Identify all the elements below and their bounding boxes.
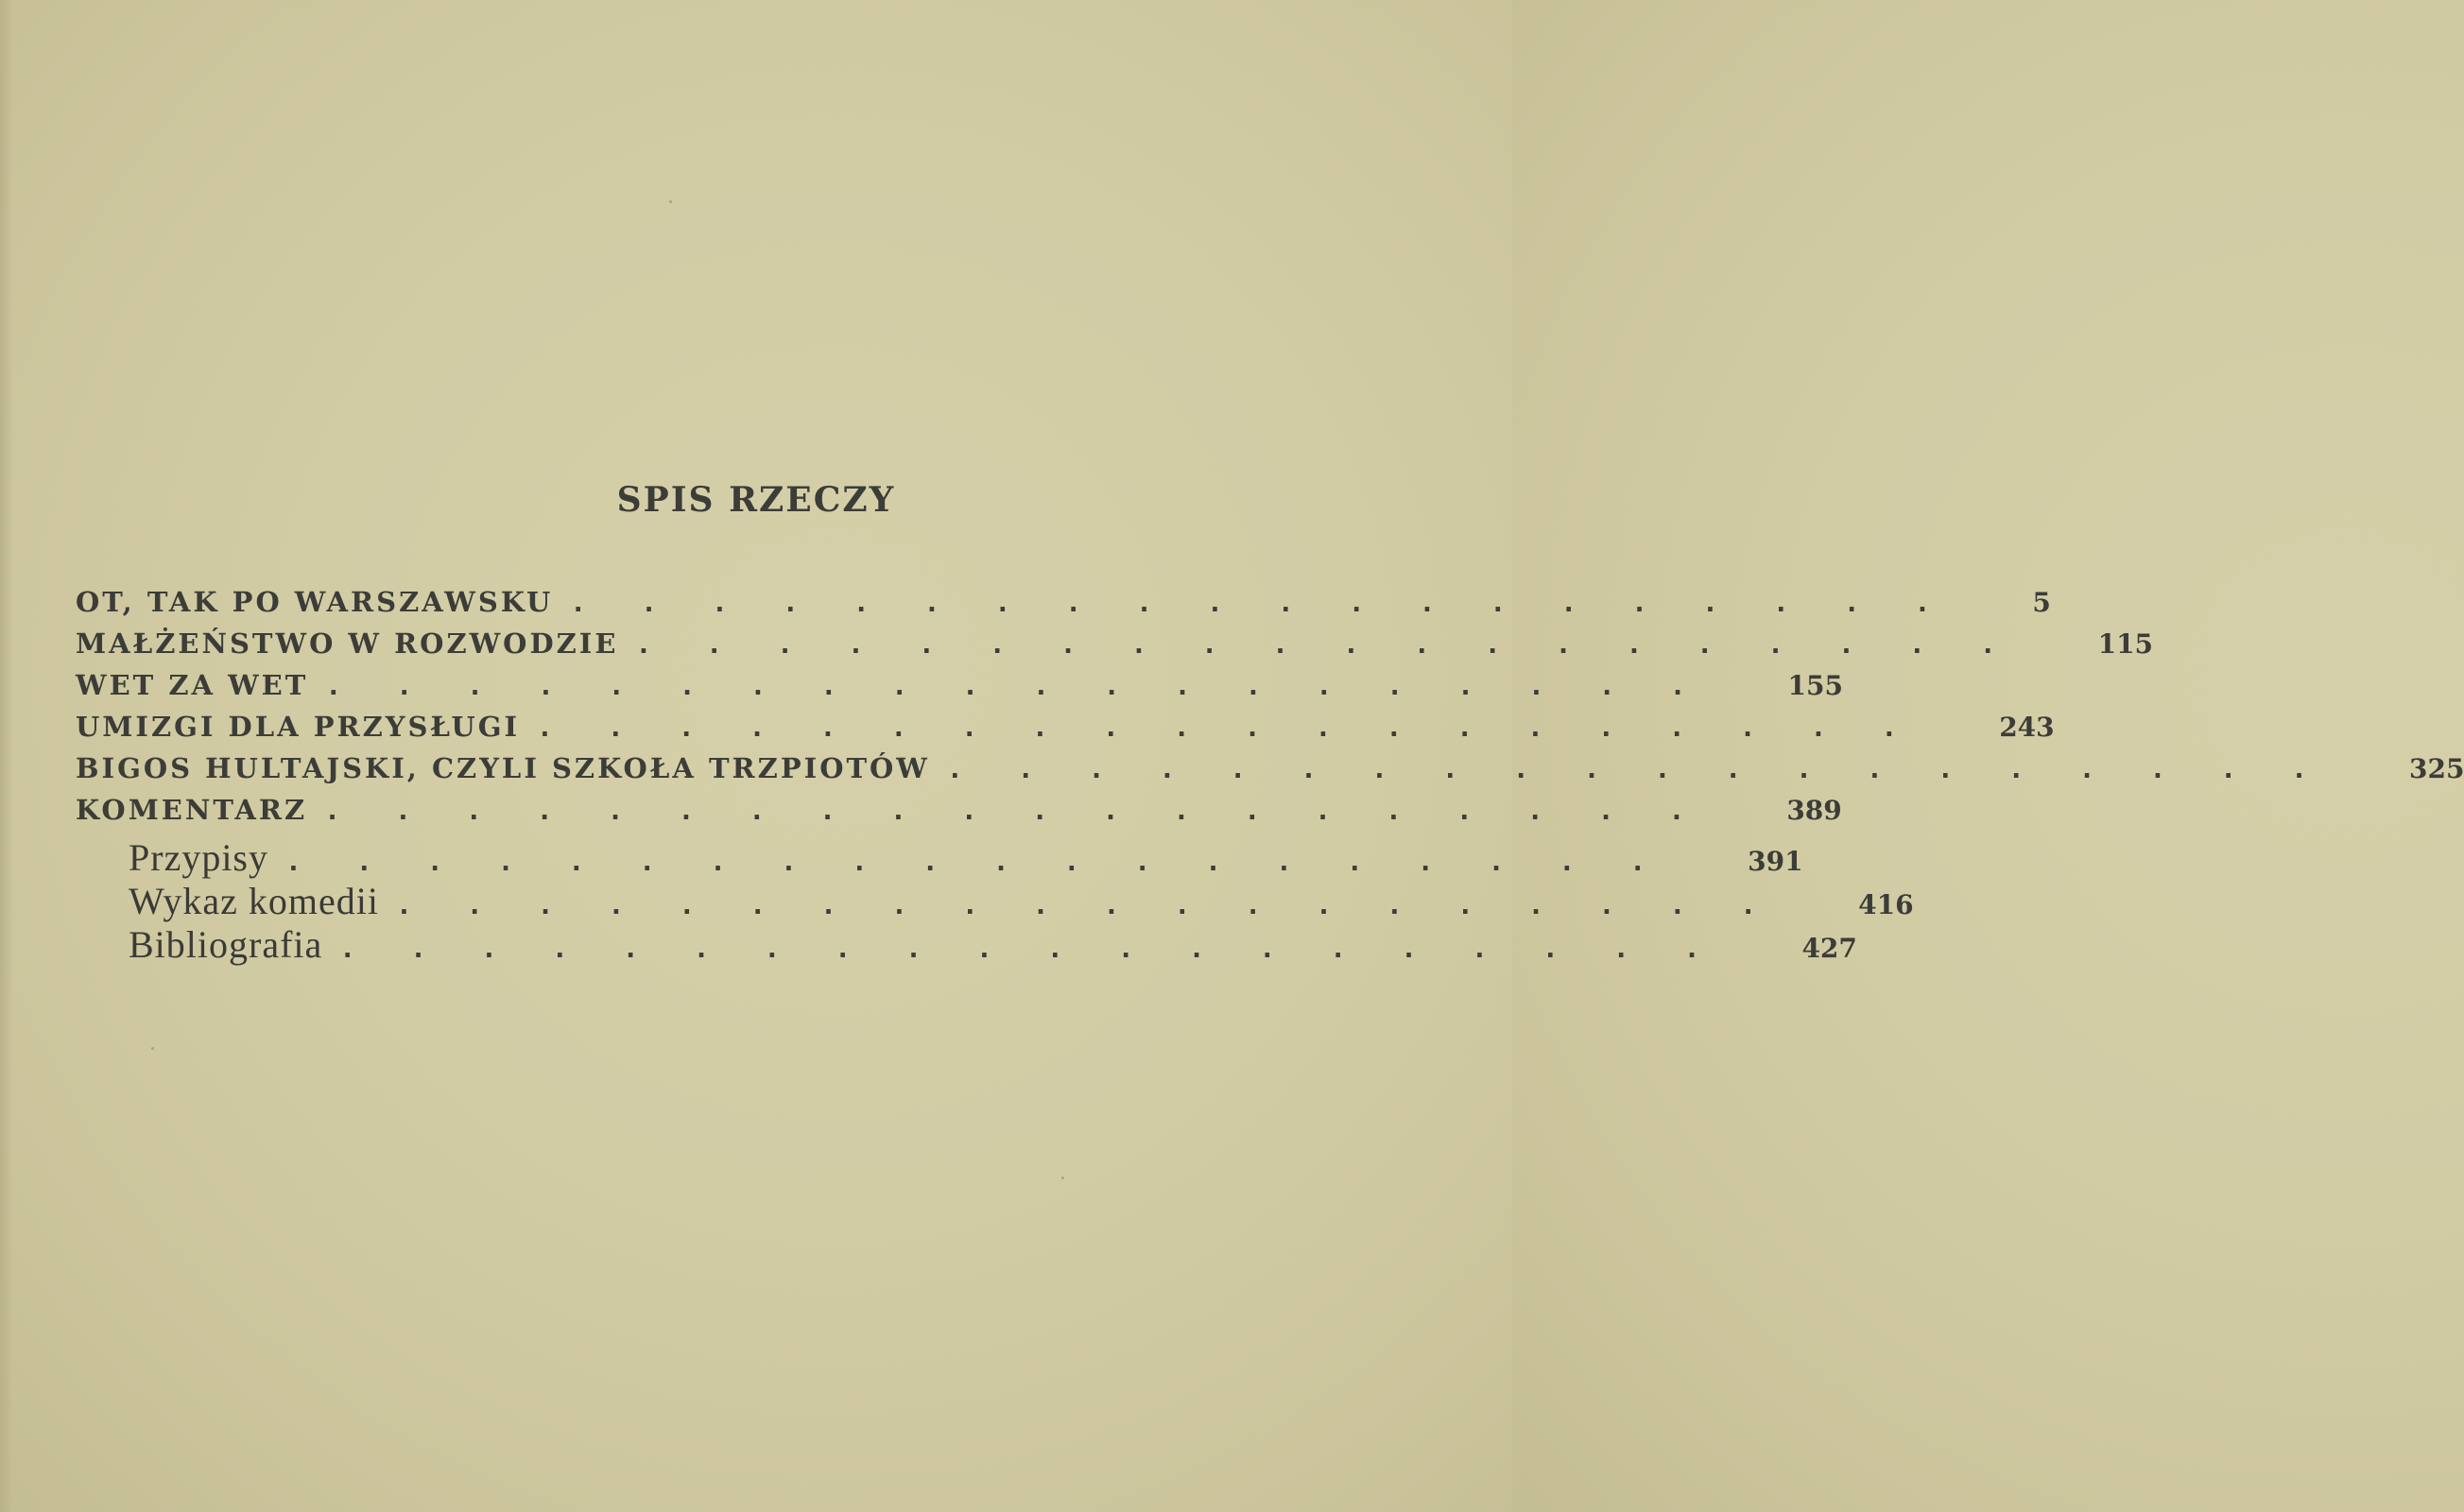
toc-page-number: 325 [2409,753,2464,784]
toc-entry-title: OT, TAK PO WARSZAWSKU [76,586,554,618]
paper-speck [151,1047,154,1050]
toc-entry-title: KOMENTARZ [76,794,308,826]
toc-entry-malzenstwo-w-rozwodzie [76,627,2154,669]
toc-entry-title: Przypisy [129,836,268,879]
toc-page-number: 416 [1858,889,1914,920]
toc-entry-komentarz [76,794,1842,835]
table-of-contents [76,586,2464,983]
toc-entry-ot-tak-po-warszawsku [76,586,2051,627]
page-edge-shadow [0,0,13,1512]
toc-entry-title: MAŁŻEŃSTWO W ROZWODZIE [76,627,619,660]
toc-page-number: 391 [1748,846,1803,877]
toc-entry-bigos-hultajski [76,752,2464,794]
page-title: SPIS RZECZY [616,480,896,520]
toc-entry-bibliografia [76,922,1857,966]
dot-leader: .................... [635,628,2051,660]
dot-leader: .................... [339,933,1755,964]
dot-leader: .................... [395,889,1812,920]
toc-page-number: 389 [1786,795,1842,826]
paper-speck [669,200,672,203]
dot-leader: .................... [285,846,1701,877]
toc-entry-title: Wykaz komedii [129,880,379,922]
toc-entry-title: BIGOS HULTAJSKI, CZYLI SZKOŁA TRZPIOTÓW [76,752,930,784]
toc-entry-title: WET ZA WET [76,669,309,701]
toc-entry-title: UMIZGI DLA PRZYSŁUGI [76,711,521,743]
toc-page-number: 5 [2032,587,2051,618]
toc-page-number: 427 [1801,933,1857,964]
dot-leader: .................... [570,587,1986,618]
toc-entry-title: Bibliografia [129,923,323,966]
toc-page-number: 155 [1787,670,1843,701]
dot-leader: .................... [325,670,1741,701]
dot-leader: .................... [537,712,1953,743]
dot-leader: .................... [324,795,1740,826]
toc-page-number: 243 [1999,712,2055,743]
toc-entry-umizgi-dla-przyslugi [76,711,2055,752]
toc-entry-wet-za-wet [76,669,1843,711]
toc-page-number: 115 [2097,628,2154,660]
paper-speck [1061,1177,1064,1179]
toc-entry-przypisy [76,835,1803,879]
dot-leader: .................... [946,753,2363,784]
toc-entry-wykaz-komedii [76,879,1914,922]
